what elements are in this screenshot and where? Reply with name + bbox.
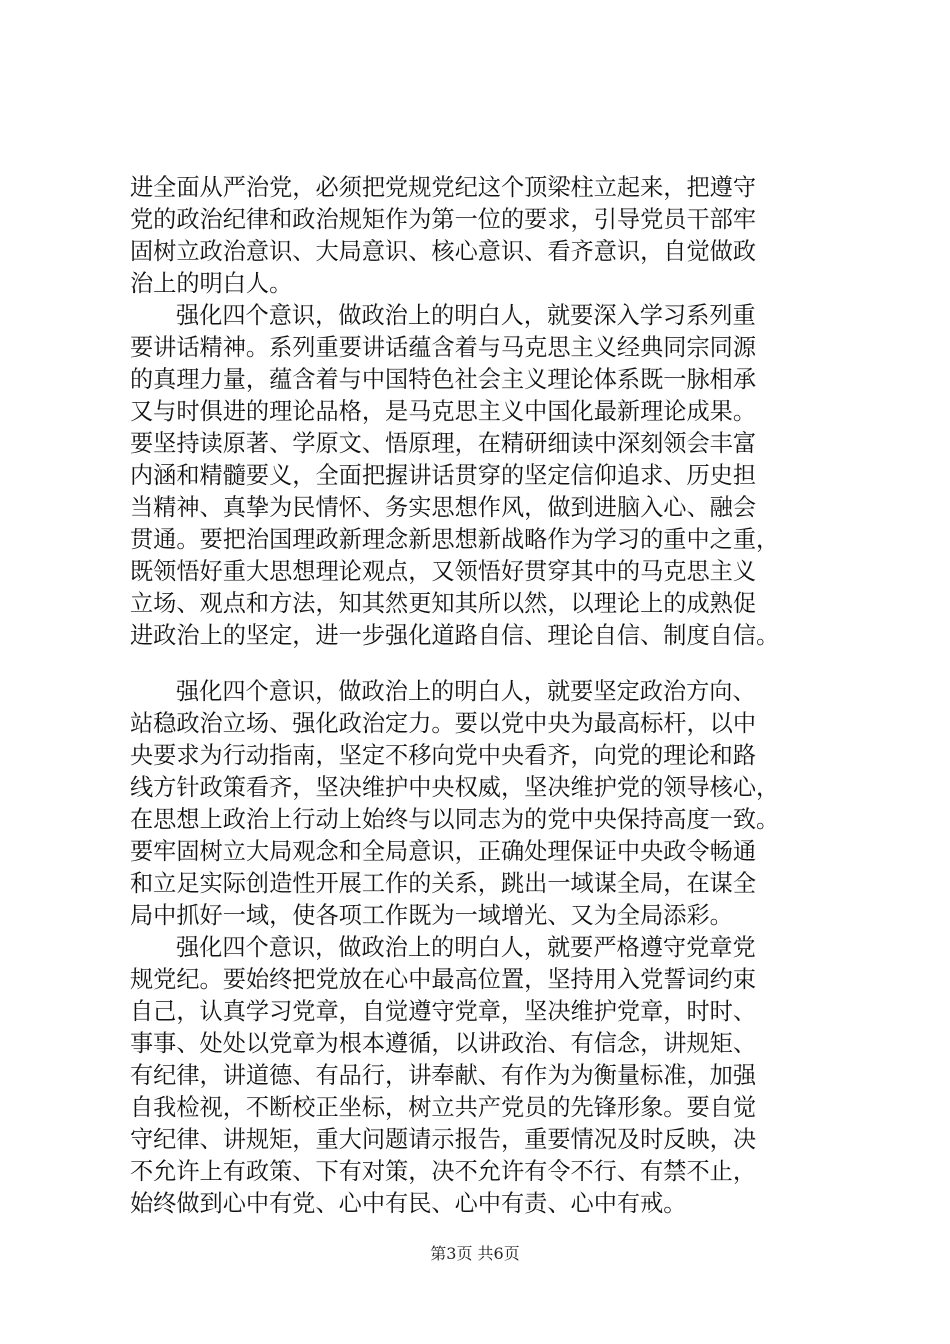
text-line: 固树立政治意识、大局意识、核心意识、看齐意识，自觉做政 bbox=[130, 238, 757, 265]
text-line: 要讲话精神。系列重要讲话蕴含着与马克思主义经典同宗同源 bbox=[130, 334, 757, 361]
text-line: 进政治上的坚定，进一步强化道路自信、理论自信、制度自信。 bbox=[130, 622, 780, 649]
text-line: 强化四个意识，做政治上的明白人，就要坚定政治方向、 bbox=[176, 678, 756, 705]
text-line: 内涵和精髓要义，全面把握讲话贯穿的坚定信仰追求、历史担 bbox=[130, 462, 757, 489]
text-line: 当精神、真挚为民情怀、务实思想作风，做到进脑入心、融会 bbox=[130, 494, 757, 521]
text-line: 不允许上有政策、下有对策，决不允许有令不行、有禁不止， bbox=[130, 1158, 757, 1185]
text-line: 始终做到心中有党、心中有民、心中有责、心中有戒。 bbox=[130, 1190, 687, 1217]
text-line: 局中抓好一域，使各项工作既为一域增光、又为全局添彩。 bbox=[130, 902, 733, 929]
text-line: 和立足实际创造性开展工作的关系，跳出一域谋全局，在谋全 bbox=[130, 870, 757, 897]
text-line: 央要求为行动指南，坚定不移向党中央看齐，向党的理论和路 bbox=[130, 742, 757, 769]
text-line: 要坚持读原著、学原文、悟原理，在精研细读中深刻领会丰富 bbox=[130, 430, 757, 457]
text-line: 既领悟好重大思想理论观点，又领悟好贯穿其中的马克思主义 bbox=[130, 558, 757, 585]
text-line: 又与时俱进的理论品格，是马克思主义中国化最新理论成果。 bbox=[130, 398, 757, 425]
text-line: 事事、处处以党章为根本遵循，以讲政治、有信念，讲规矩、 bbox=[130, 1030, 757, 1057]
text-line: 的真理力量，蕴含着与中国特色社会主义理论体系既一脉相承 bbox=[130, 366, 757, 393]
text-line: 贯通。要把治国理政新理念新思想新战略作为学习的重中之重， bbox=[130, 526, 780, 553]
text-line: 规党纪。要始终把党放在心中最高位置，坚持用入党誓词约束 bbox=[130, 966, 757, 993]
text-line: 强化四个意识，做政治上的明白人，就要深入学习系列重 bbox=[176, 302, 756, 329]
text-line: 治上的明白人。 bbox=[130, 270, 293, 297]
text-line: 在思想上政治上行动上始终与以同志为的党中央保持高度一致。 bbox=[130, 806, 780, 833]
text-line: 自己，认真学习党章，自觉遵守党章，坚决维护党章，时时、 bbox=[130, 998, 757, 1025]
text-line: 要牢固树立大局观念和全局意识，正确处理保证中央政令畅通 bbox=[130, 838, 757, 865]
text-line: 守纪律、讲规矩，重大问题请示报告，重要情况及时反映，决 bbox=[130, 1126, 757, 1153]
text-line: 强化四个意识，做政治上的明白人，就要严格遵守党章党 bbox=[176, 934, 756, 961]
page-number: 第3页 共6页 bbox=[430, 1244, 520, 1263]
text-line: 党的政治纪律和政治规矩作为第一位的要求，引导党员干部牢 bbox=[130, 206, 757, 233]
text-line: 线方针政策看齐，坚决维护中央权威，坚决维护党的领导核心， bbox=[130, 774, 780, 801]
text-line: 自我检视，不断校正坐标，树立共产党员的先锋形象。要自觉 bbox=[130, 1094, 757, 1121]
text-line: 立场、观点和方法，知其然更知其所以然，以理论上的成熟促 bbox=[130, 590, 757, 617]
text-line: 有纪律，讲道德、有品行，讲奉献、有作为为衡量标准，加强 bbox=[130, 1062, 757, 1089]
text-line: 进全面从严治党，必须把党规党纪这个顶梁柱立起来，把遵守 bbox=[130, 174, 757, 201]
text-line: 站稳政治立场、强化政治定力。要以党中央为最高标杆，以中 bbox=[130, 710, 757, 737]
